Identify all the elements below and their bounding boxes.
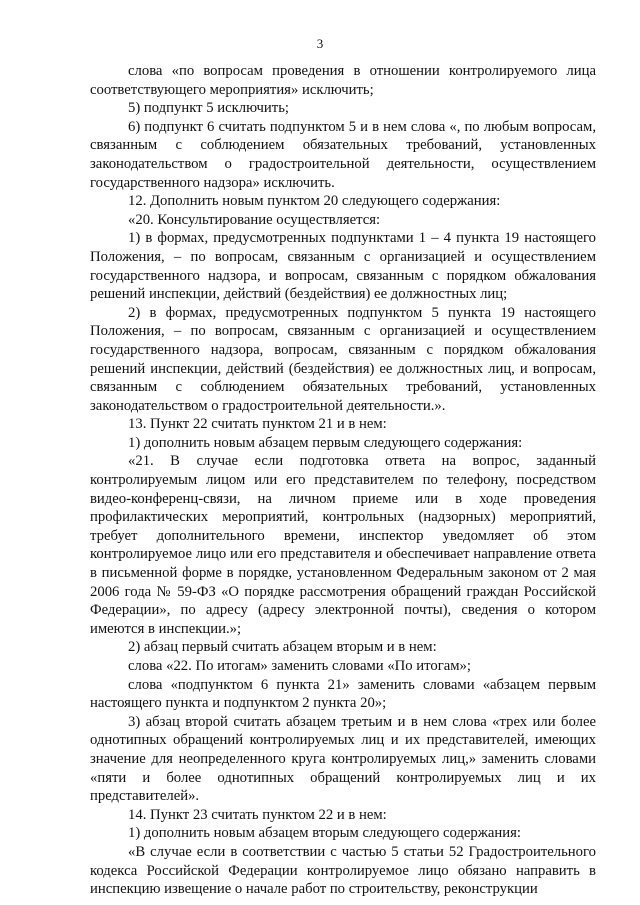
paragraph: 2) абзац первый считать абзацем вторым и в нем: bbox=[128, 639, 437, 656]
paragraph: 3) абзац второй считать абзацем третьим и в нем слова «трех или более однотипных обращений контролируемых лиц и их представителей, имеющих значение для неопределенного круга контролируемых лиц,» заменить словами «пяти и более однотипных обращений контролируемых лиц и их представителей». bbox=[90, 713, 596, 805]
paragraph: слова «по вопросам проведения в отношении контролируемого лица соответствующего мероприятия» исключить; bbox=[90, 63, 596, 98]
paragraph: 1) в формах, предусмотренных подпунктами 1 – 4 пункта 19 настоящего Положения, – по вопросам, связанным с организацией и осуществлением государственного надзора, и вопросам, связанным с порядком обжалования решений инспекции, действий (бездействия) ее должностных лиц; bbox=[90, 230, 596, 303]
paragraph: 1) дополнить новым абзацем первым следующего содержания: bbox=[128, 434, 523, 451]
paragraph: «21. В случае если подготовка ответа на вопрос, заданный контролируемым лицом или его представителем по телефону, посредством видео-конференц-связи, на личном приеме или в ходе проведения профилактических мероприятий, контрольных (надзорных) мероприятий, требует дополнительного времени, инспектор уведомляет об этом контролируемое лицо или его представителя и обеспечивает направление ответа в письменной форме в порядке, установленном Федеральным законом от 2 мая 2006 года № 59-ФЗ «О порядке рассмотрения обращений граждан Российской Федерации», по адресу (адресу электронной почты), сведения о котором имеются в инспекции.»; bbox=[90, 453, 596, 637]
paragraph: 14. Пункт 23 считать пунктом 22 и в нем: bbox=[128, 806, 387, 823]
paragraph: 12. Дополнить новым пунктом 20 следующего содержания: bbox=[128, 193, 501, 210]
paragraph: слова «подпунктом 6 пункта 21» заменить словами «абзацем первым настоящего пункта и подпунктом 2 пункта 20»; bbox=[90, 676, 596, 712]
paragraph: 5) подпункт 5 исключить; bbox=[128, 100, 289, 117]
paragraph: 2) в формах, предусмотренных подпунктом 5 пункта 19 настоящего Положения, – по вопросам, связанным с организацией и осуществлением государственного надзора, вопросам, связанным с порядком обжалования решений инспекции, действий (бездействия) ее должностных лиц, и вопросам, связанным с соблюдением обязательных требований, установленных законодательством о градостроительной деятельности.». bbox=[90, 304, 596, 414]
paragraph: 6) подпункт 6 считать подпунктом 5 и в нем слова «, по любым вопросам, связанным с соблюдением обязательных требований, установленных законодательством о градостроительной деятельности, осуществлением государственного надзора» исключить. bbox=[90, 118, 596, 191]
document-body bbox=[90, 62, 596, 899]
paragraph: 13. Пункт 22 считать пунктом 21 и в нем: bbox=[128, 416, 387, 433]
paragraph: слова «22. По итогам» заменить словами «По итогам»; bbox=[128, 658, 471, 674]
paragraph: 1) дополнить новым абзацем вторым следующего содержания: bbox=[128, 825, 521, 842]
paragraph: «20. Консультирование осуществляется: bbox=[128, 211, 381, 228]
page-number: 3 bbox=[316, 36, 324, 51]
paragraph: «В случае если в соответствии с частью 5 статьи 52 Градостроительного кодекса Российской Федерации контролируемое лицо обязано направить в инспекцию извещение о начале работ по строительству, реконструкции bbox=[90, 843, 596, 898]
